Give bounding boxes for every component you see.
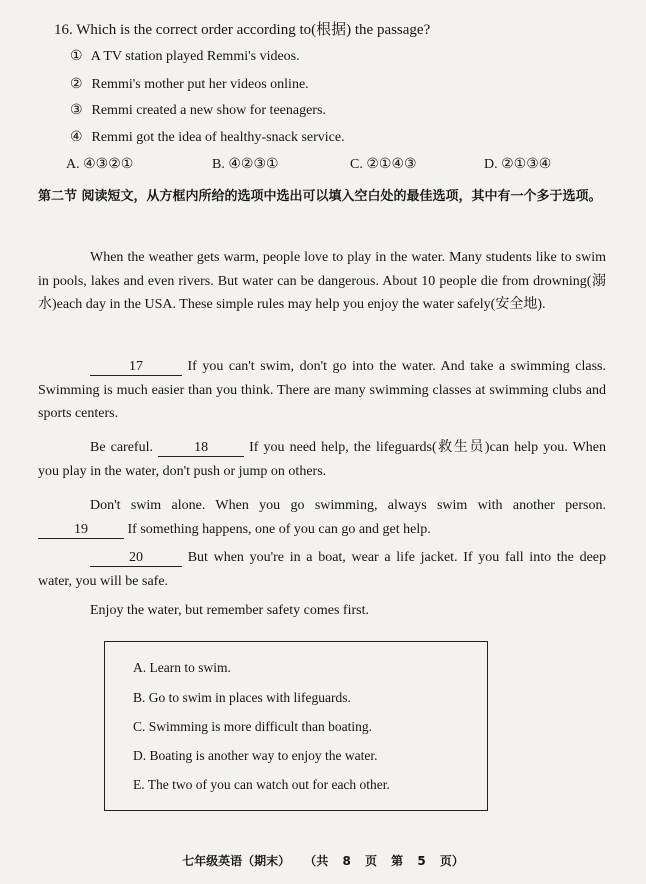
passage-paragraph-6: Enjoy the water, but remember safety comes first.: [90, 603, 369, 618]
choice-label: D.: [484, 157, 498, 172]
passage-paragraph-4: [38, 494, 606, 541]
passage-paragraph-1: When the weather gets warm, people love to play in the water. Many students like to swim in pools, lakes and even rivers. But water can be dangerous. About 10 people die from drowning(溺水)each day in the USA. These simple rules may help you enjoy the water safely(安全地).: [38, 250, 606, 312]
item-text: Remmi got the idea of healthy-snack service.: [91, 130, 345, 145]
option-d[interactable]: D. Boating is another way to enjoy the water.: [133, 748, 378, 763]
choice-value: ④③②①: [83, 157, 134, 172]
item-text: Remmi's mother put her videos online.: [91, 77, 309, 92]
option-c[interactable]: C. Swimming is more difficult than boating.: [133, 719, 372, 734]
choice-b[interactable]: [212, 156, 279, 174]
blank-17[interactable]: 17: [90, 359, 182, 376]
choice-value: ②①③④: [501, 157, 552, 172]
option-e[interactable]: E. The two of you can watch out for each other.: [133, 777, 390, 792]
paragraph-text: If something happens, one of you can go and get help.: [124, 521, 431, 537]
choice-c[interactable]: [350, 156, 417, 174]
option-a[interactable]: A. Learn to swim.: [133, 660, 231, 675]
paragraph-text: Be careful.: [90, 440, 159, 455]
paragraph-text: If you need help, the lifeguards(救生员)can help you. When you play in the water, don't push or jump on others.: [38, 440, 606, 479]
choice-label: A.: [66, 157, 80, 172]
paragraph-text: Don't swim alone. When you go swimming, always swim with another person.: [90, 498, 606, 513]
choice-value: ②①④③: [366, 157, 417, 172]
paragraph-text: But when you're in a boat, wear a life jacket. If you fall into the deep water, you will be safe.: [38, 550, 606, 589]
item-number: ④: [70, 130, 83, 145]
section-title: 第二节 阅读短文，从方框内所给的选项中选出可以填入空白处的最佳选项，其中有一个多于选项。: [38, 189, 602, 204]
choice-label: B.: [212, 157, 225, 172]
item-number: ①: [70, 49, 83, 64]
choice-label: C.: [350, 157, 363, 172]
choice-value: ④②③①: [228, 157, 279, 172]
item-text: Remmi created a new show for teenagers.: [91, 103, 326, 118]
item-number: ③: [70, 103, 83, 118]
question-16-item: [70, 129, 345, 147]
question-16-item: [70, 102, 326, 120]
passage-paragraph-5: [38, 546, 606, 593]
choice-a[interactable]: [66, 156, 133, 174]
paragraph-text: If you can't swim, don't go into the water. And take a swimming class. Swimming is much easier than you think. There are many swimming classes at swimming clubs and sports centers.: [38, 359, 606, 421]
page-footer: 七年级英语（期末） （共 8 页 第 5 页）: [182, 854, 464, 868]
passage-paragraph-3: [38, 436, 606, 483]
blank-18[interactable]: 18: [158, 440, 244, 457]
option-b[interactable]: B. Go to swim in places with lifeguards.: [133, 690, 351, 705]
item-number: ②: [70, 77, 83, 92]
choice-d[interactable]: [484, 156, 551, 174]
question-16-title: 16. Which is the correct order according to(根据) the passage?: [54, 22, 431, 38]
blank-19[interactable]: 19: [38, 522, 124, 539]
question-16-item: [70, 48, 300, 66]
options-box: [104, 641, 488, 811]
passage-paragraph-2: [38, 355, 606, 426]
item-text: A TV station played Remmi's videos.: [90, 49, 300, 64]
blank-20[interactable]: 20: [90, 550, 182, 567]
question-16-item: [70, 76, 309, 94]
